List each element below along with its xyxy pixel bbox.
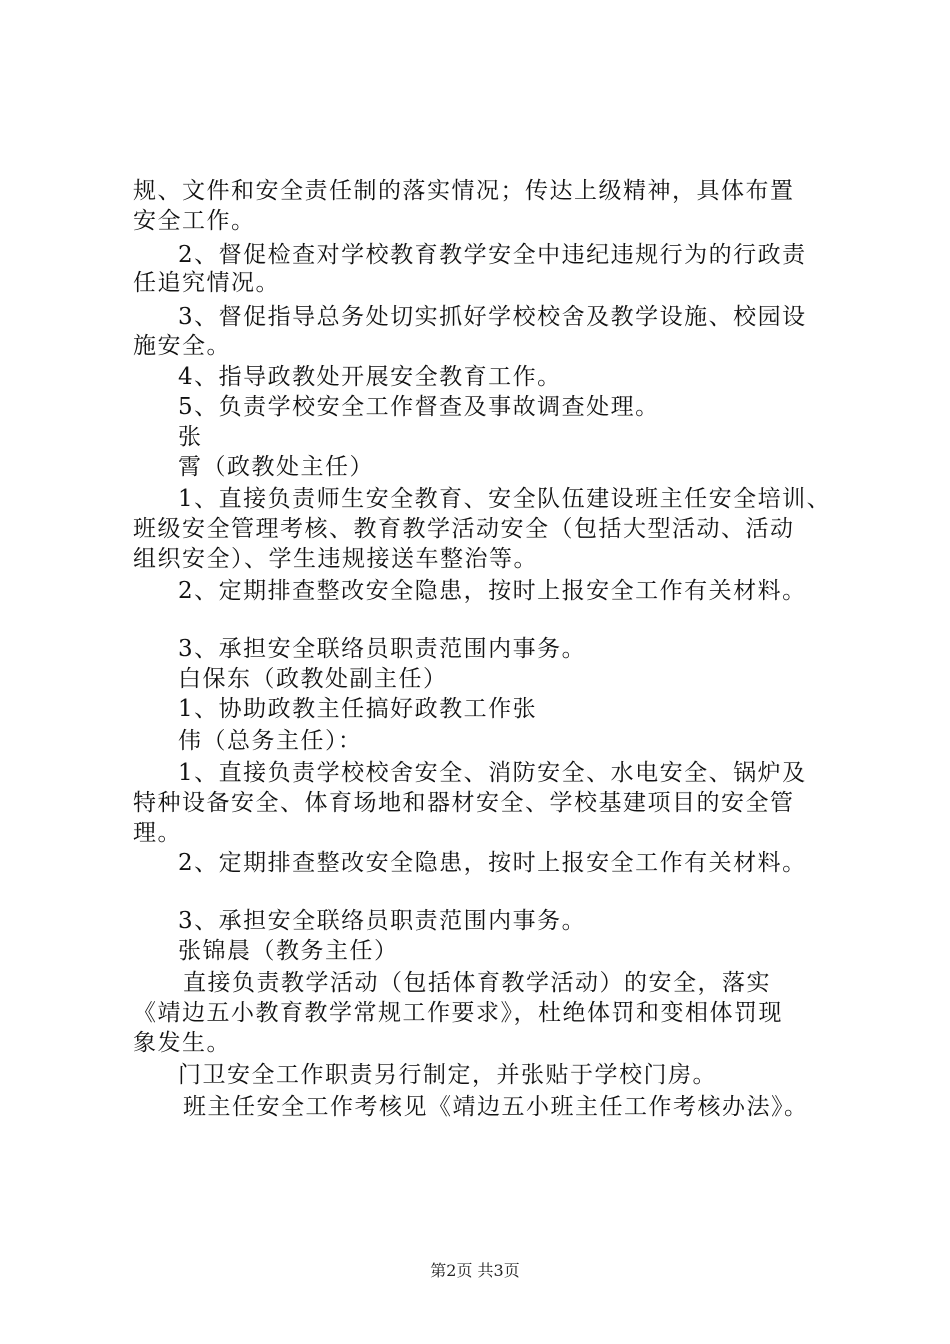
text-line: 张 xyxy=(178,424,203,450)
text-line: 4、指导政教处开展安全教育工作。 xyxy=(178,364,562,390)
text-line: 3、承担安全联络员职责范围内事务。 xyxy=(178,908,587,934)
text-line: 施安全。 xyxy=(133,333,231,359)
text-line: 2、定期排查整改安全隐患，按时上报安全工作有关材料。 xyxy=(178,850,807,876)
text-line: 任追究情况。 xyxy=(133,270,280,296)
text-line: 直接负责教学活动（包括体育教学活动）的安全，落实 xyxy=(183,970,771,996)
text-line: 2、定期排查整改安全隐患，按时上报安全工作有关材料。 xyxy=(178,578,807,604)
text-line: 1、直接负责学校校舍安全、消防安全、水电安全、锅炉及 xyxy=(178,760,807,786)
text-line: 白保东（政教处副主任） xyxy=(178,666,448,692)
text-line: 班主任安全工作考核见《靖边五小班主任工作考核办法》。 xyxy=(183,1094,809,1120)
text-line: 门卫安全工作职责另行制定，并张贴于学校门房。 xyxy=(178,1062,717,1088)
text-line: 伟（总务主任）： xyxy=(178,728,363,754)
text-line: 张锦晨（教务主任） xyxy=(178,938,399,964)
text-line: 3、督促指导总务处切实抓好学校校舍及教学设施、校园设 xyxy=(178,304,807,330)
text-line: 《靖边五小教育教学常规工作要求》，杜绝体罚和变相体罚现 xyxy=(133,1000,783,1026)
text-line: 2、督促检查对学校教育教学安全中违纪违规行为的行政责 xyxy=(178,242,807,268)
text-line: 特种设备安全、体育场地和器材安全、学校基建项目的安全管 xyxy=(133,790,795,816)
page-footer: 第2页 共3页 xyxy=(430,1261,520,1280)
text-line: 班级安全管理考核、教育教学活动安全（包括大型活动、活动 xyxy=(133,516,795,542)
text-line: 安全工作。 xyxy=(133,208,256,234)
text-line: 5、负责学校安全工作督查及事故调查处理。 xyxy=(178,394,660,420)
text-line: 组织安全）、学生违规接送车整治等。 xyxy=(133,546,538,572)
text-line: 1、直接负责师生安全教育、安全队伍建设班主任安全培训、 xyxy=(178,486,832,512)
text-line: 理。 xyxy=(133,820,182,846)
text-line: 霄（政教处主任） xyxy=(178,454,374,480)
text-line: 3、承担安全联络员职责范围内事务。 xyxy=(178,636,587,662)
text-line: 1、协助政教主任搞好政教工作张 xyxy=(178,696,538,722)
text-line: 规、文件和安全责任制的落实情况；传达上级精神，具体布置 xyxy=(133,178,795,204)
text-line: 象发生。 xyxy=(133,1030,231,1056)
